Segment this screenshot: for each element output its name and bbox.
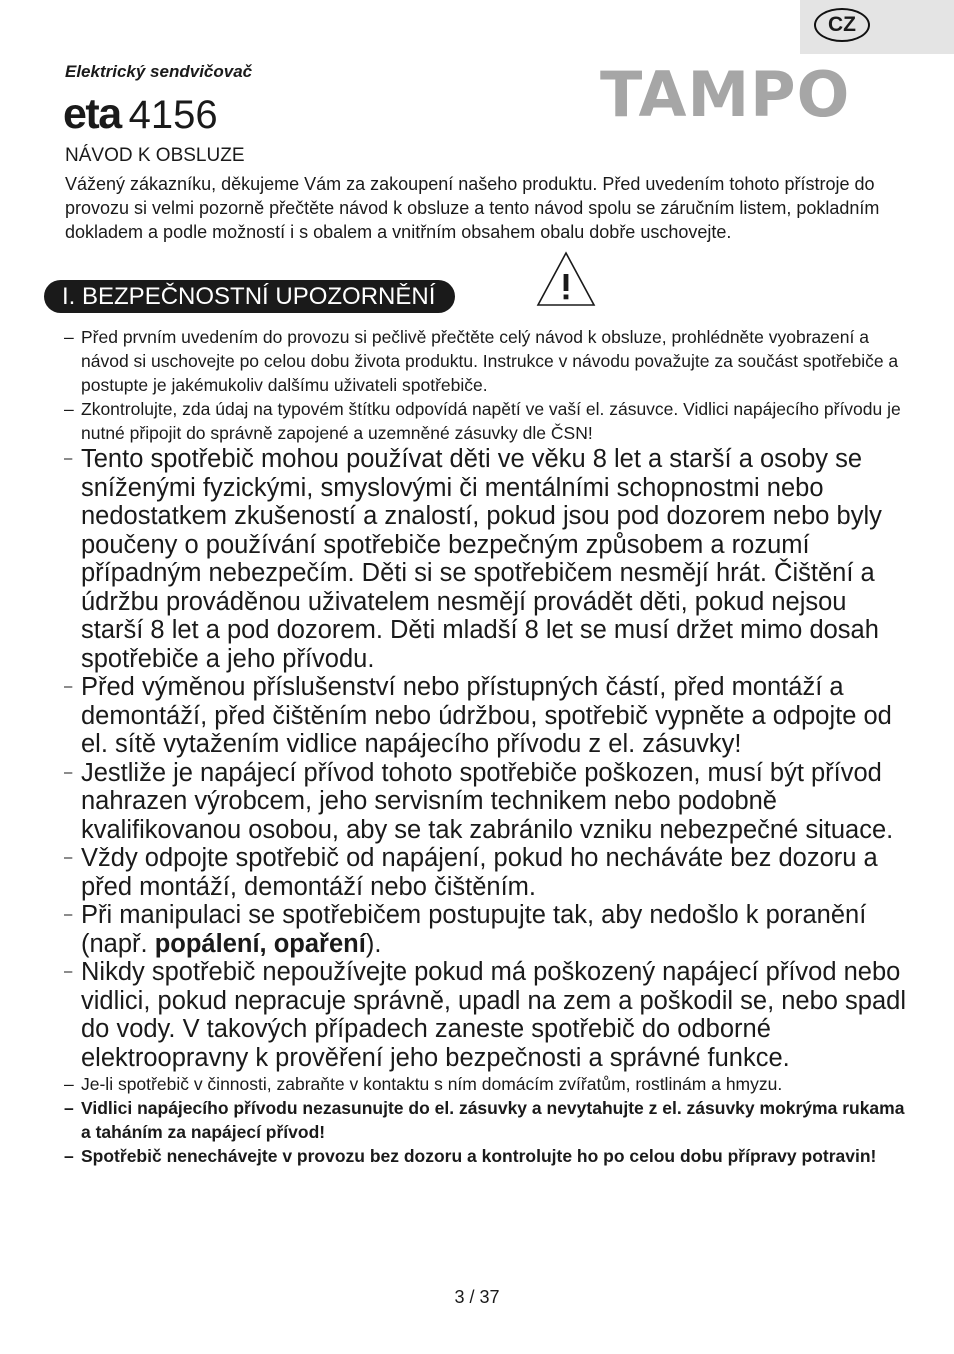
tampo-logo: TAMPO — [600, 58, 851, 131]
safety-item: – Tento spotřebič mohou používat děti ve věku 8 let a starší a osoby se sníženými fyzickými, smyslovými či mentálními schopnostmi nebo nedostatkem zkušeností a znalostí, pokud jsou pod dozorem nebo byly poučeny o používání spotřebiče bezpečným způsobem a rozumí případným nebezpečím. Děti si se spotřebičem nesmějí hrát. Čištění a údržbu prováděnou uživatelem nesmějí provádět děti, pokud nejsou starší 8 let a pod dozorem. Děti mladší 8 let se musí držet mimo dosah spotřebiče a jeho přívodu. — [64, 445, 912, 673]
intro-paragraph: Vážený zákazníku, děkujeme Vám za zakoupení našeho produktu. Před uvedením tohoto přístroje do provozu si velmi pozorně přečtěte návod k obsluze a tento návod spolu se záručním listem, pokladním dokladem a podle možností i s obalem a vnitřním obsahem obalu dobře uschovejte. — [65, 174, 880, 242]
safety-item-text: ). — [365, 929, 382, 958]
product-type: Elektrický sendvičovač — [65, 62, 253, 81]
safety-item: – Jestliže je napájecí přívod tohoto spotřebiče poškozen, musí být přívod nahrazen výrobcem, jeho servisním technikem nebo podobně kvalifikovanou osobou, aby se tak zabránilo vzniku nebezpečné situace. — [64, 759, 912, 845]
brand-name: eta — [63, 90, 121, 138]
safety-item-emphasis: popálení, opaření — [154, 929, 366, 958]
safety-item-text: Při manipulaci se spotřebičem postupujte tak, aby nedošlo k poranění (např. — [81, 901, 867, 958]
safety-item: – Nikdy spotřebič nepoužívejte pokud má poškozený napájecí přívod nebo vidlici, pokud nepracuje správně, upadl na zem a poškodil se, nebo spadl do vody. V takových případech zaneste spotřebič do odborné elektroopravny k prověření jeho bezpečnosti a správné funkce. — [64, 958, 912, 1072]
safety-item: – Před výměnou příslušenství nebo přístupných částí, před montáží a demontáží, před čištěním nebo údržbou, spotřebič vypněte a odpojte od el. sítě vytažením vidlice napájecího přívodu z el. zásuvky! — [64, 673, 912, 759]
safety-item: – Vidlici napájecího přívodu nezasunujte do el. zásuvky a nevytahujte z el. zásuvky mokrýma rukama a taháním za napájecí přívod! — [64, 1096, 912, 1144]
safety-item: – Spotřebič nenechávejte v provozu bez dozoru a kontrolujte ho po celou dobu přípravy potravin! — [64, 1144, 912, 1168]
language-tab — [800, 0, 954, 54]
safety-item: – Je-li spotřebič v činnosti, zabraňte v kontaktu s ním domácím zvířatům, rostlinám a hmyzu. — [64, 1072, 912, 1096]
section-title: I. BEZPEČNOSTNÍ UPOZORNĚNÍ — [44, 280, 455, 313]
safety-item: – Před prvním uvedením do provozu si pečlivě přečtěte celý návod k obsluze, prohlédněte vyobrazení a návod si uschovejte po celou dobu života produktu. Instrukce v návodu považujte za součást spotřebiče a postupte je jakémukoliv dalšímu uživateli spotřebiče. — [64, 325, 912, 397]
language-badge: CZ — [814, 8, 870, 42]
page-number: 3 / 37 — [454, 1287, 500, 1307]
model-heading — [63, 86, 218, 143]
safety-item: – Vždy odpojte spotřebič od napájení, pokud ho necháváte bez dozoru a před montáží, demontáží nebo čištěním. — [64, 844, 912, 901]
safety-item: – Zkontrolujte, zda údaj na typovém štítku odpovídá napětí ve vaší el. zásuvce. Vidlici napájecího přívodu je nutné připojit do správně zapojené a uzemněné zásuvky dle ČSN! — [64, 397, 912, 445]
manual-title: NÁVOD K OBSLUZE — [65, 145, 245, 166]
warning-triangle-icon — [535, 250, 597, 308]
model-number: 4156 — [128, 93, 218, 137]
safety-item — [64, 901, 912, 958]
safety-list — [64, 325, 912, 1168]
